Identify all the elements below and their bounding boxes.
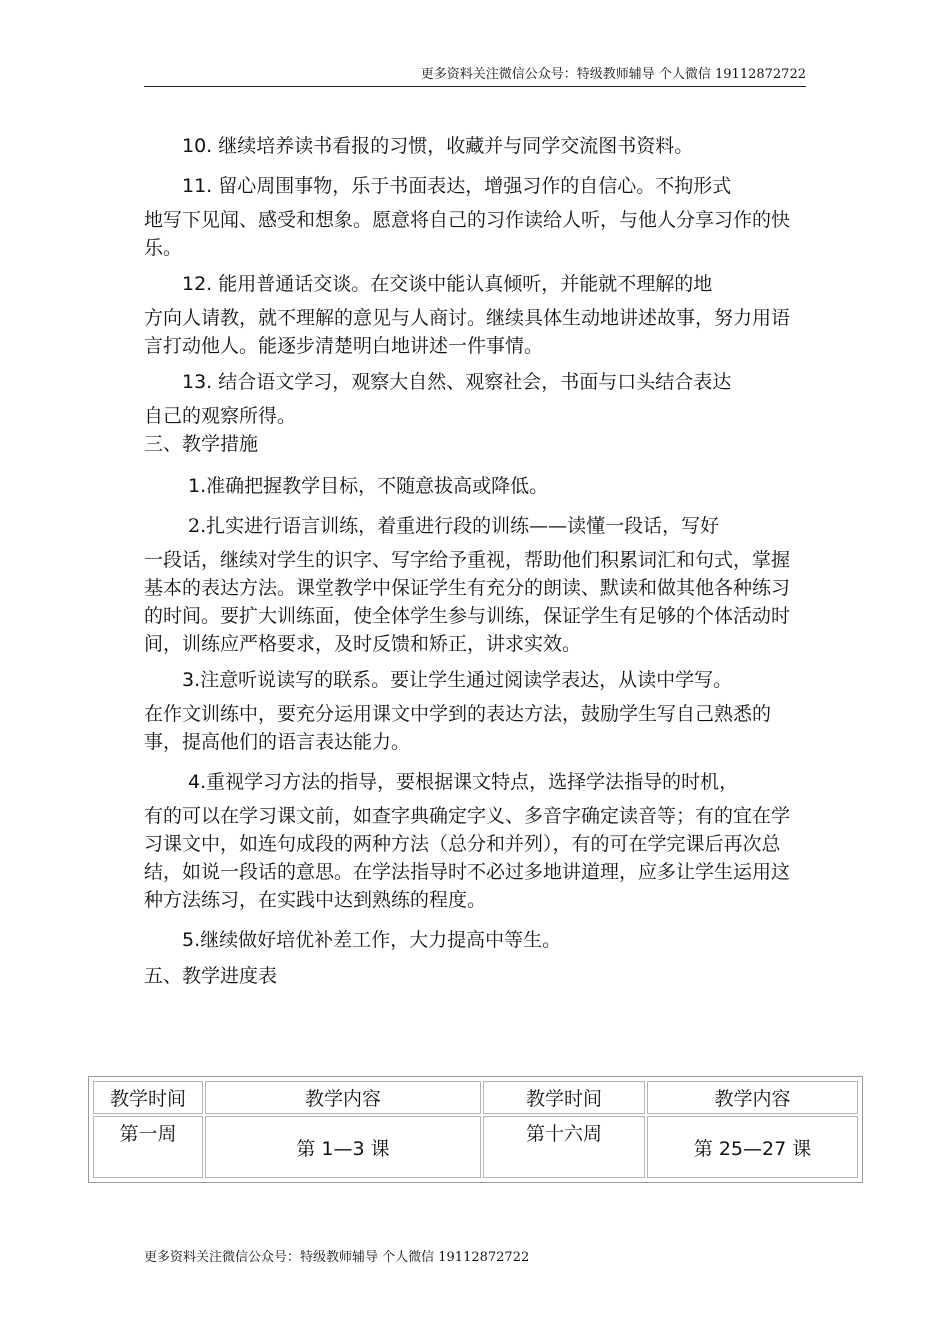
item-text: 继续做好培优补差工作，大力提高中等生。 bbox=[200, 929, 562, 951]
week-cell: 第十六周 bbox=[483, 1116, 645, 1178]
table-header-row bbox=[93, 1081, 858, 1114]
section-title-schedule: 五、教学进度表 bbox=[144, 965, 278, 987]
item-text: 结合语文学习，观察大自然、观察社会，书面与口头结合表达 bbox=[212, 371, 732, 393]
goal-item-11 bbox=[144, 168, 806, 262]
measure-item-2 bbox=[144, 508, 806, 658]
item-number: 11. bbox=[182, 175, 213, 197]
header-cell: 教学时间 bbox=[483, 1081, 645, 1114]
goal-item-10 bbox=[144, 132, 806, 160]
measure-item-5 bbox=[144, 922, 806, 954]
item-continuation: 地写下见闻、感受和想象。愿意将自己的习作读给人听，与他人分享习作的快乐。 bbox=[144, 209, 791, 259]
item-number: 13. bbox=[182, 371, 213, 393]
header-cell: 教学内容 bbox=[205, 1081, 481, 1114]
item-continuation: 有的可以在学习课文前，如查字典确定字义、多音字确定读音等；有的宜在学习课文中，如连句成段的两种方法（总分和并列），有的可在学完课后再次总结，如说一段话的意思。在学法指导时不必过多地讲道理，应多让学生运用这种方法练习，在实践中达到熟练的程度。 bbox=[144, 805, 791, 911]
item-text: 继续培养读书看报的习惯，收藏并与同学交流图书资料。 bbox=[212, 135, 694, 157]
page-header: 更多资料关注微信公众号：特级教师辅导 个人微信 19112872722 bbox=[144, 63, 806, 87]
schedule-table bbox=[88, 1076, 863, 1183]
header-cell: 教学内容 bbox=[647, 1081, 858, 1114]
item-continuation: 自己的观察所得。 bbox=[144, 405, 297, 427]
item-text: 注意听说读写的联系。要让学生通过阅读学表达，从读中学写。 bbox=[200, 669, 733, 691]
goal-item-12 bbox=[144, 270, 806, 360]
document-body bbox=[144, 132, 806, 990]
item-text: 能用普通话交谈。在交谈中能认真倾听，并能就不理解的地 bbox=[212, 273, 713, 295]
item-continuation: 一段话，继续对学生的识字、写字给予重视，帮助他们积累词汇和句式，掌握基本的表达方法。课堂教学中保证学生有充分的朗读、默读和做其他各种练习的时间。要扩大训练面，使全体学生参与训练，保证学生有足够的个体活动时间，训练应严格要求，及时反馈和矫正，讲求实效。 bbox=[144, 549, 791, 655]
measure-item-1 bbox=[144, 468, 806, 500]
item-text: 重视学习方法的指导，要根据课文特点，选择学法指导的时机， bbox=[206, 771, 739, 793]
measure-item-3 bbox=[144, 666, 806, 756]
section-title-measures: 三、教学措施 bbox=[144, 433, 259, 455]
item-number: 2 bbox=[188, 515, 201, 537]
content-cell: 第 25—27 课 bbox=[647, 1116, 858, 1178]
item-number: 3. bbox=[182, 669, 201, 691]
goal-item-13 bbox=[144, 368, 806, 430]
item-text: .扎实进行语言训练，着重进行段的训练——读懂一段话，写好 bbox=[200, 515, 720, 537]
item-text: 准确把握教学目标，不随意拔高或降低。 bbox=[206, 475, 549, 497]
item-continuation: 方向人请教，就不理解的意见与人商讨。继续具体生动地讲述故事，努力用语言打动他人。能逐步清楚明白地讲述一件事情。 bbox=[144, 307, 791, 357]
content-cell: 第 1—3 课 bbox=[205, 1116, 481, 1178]
item-number: 1. bbox=[188, 475, 207, 497]
item-continuation: 在作文训练中，要充分运用课文中学到的表达方法，鼓励学生写自己熟悉的事，提高他们的语言表达能力。 bbox=[144, 703, 772, 753]
page-footer: 更多资料关注微信公众号：特级教师辅导 个人微信 19112872722 bbox=[144, 1250, 530, 1265]
header-cell: 教学时间 bbox=[93, 1081, 203, 1114]
measure-item-4 bbox=[144, 764, 806, 914]
item-number: 10. bbox=[182, 135, 213, 157]
item-number: 4. bbox=[188, 771, 207, 793]
table-row bbox=[93, 1116, 858, 1178]
week-cell: 第一周 bbox=[93, 1116, 203, 1178]
item-text: 留心周围事物，乐于书面表达，增强习作的自信心。不拘形式 bbox=[212, 175, 732, 197]
item-number: 12. bbox=[182, 273, 213, 295]
item-number: 5. bbox=[182, 929, 201, 951]
